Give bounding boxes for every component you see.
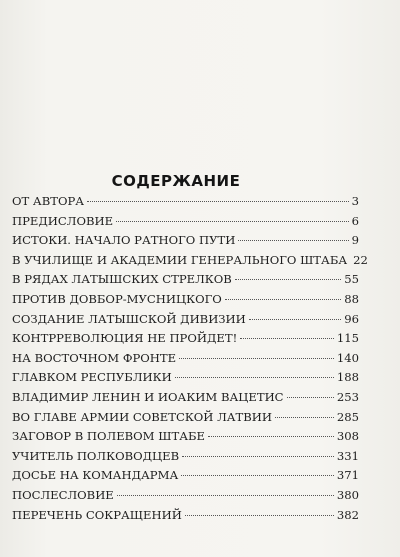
- dot-leader: [185, 515, 334, 516]
- toc-entry-label: СОЗДАНИЕ ЛАТЫШСКОЙ ДИВИЗИИ: [12, 311, 246, 326]
- toc-entry: [12, 349, 359, 369]
- toc-entry: [12, 388, 359, 408]
- toc-entry-label: ЗАГОВОР В ПОЛЕВОМ ШТАБЕ: [12, 429, 205, 444]
- table-of-contents: [12, 192, 368, 525]
- toc-entry-page: 115: [336, 331, 359, 346]
- toc-entry-page: 96: [344, 311, 359, 326]
- dot-leader: [87, 201, 349, 202]
- toc-entry-label: ВЛАДИМИР ЛЕНИН И ИОАКИМ ВАЦЕТИС: [12, 389, 284, 404]
- toc-entry: [12, 231, 359, 251]
- toc-entry-label: ПРОТИВ ДОВБОР-МУСНИЦКОГО: [12, 291, 222, 306]
- page-title: СОДЕРЖАНИЕ: [111, 172, 241, 190]
- toc-entry: [12, 290, 359, 310]
- dot-leader: [225, 299, 341, 300]
- toc-entry: [12, 329, 359, 349]
- toc-entry-label: ПЕРЕЧЕНЬ СОКРАЩЕНИЙ: [12, 507, 182, 522]
- toc-entry-label: В РЯДАХ ЛАТЫШСКИХ СТРЕЛКОВ: [12, 272, 232, 287]
- toc-entry-label: ПОСЛЕСЛОВИЕ: [12, 487, 114, 502]
- toc-entry-label: ДОСЬЕ НА КОМАНДАРМА: [12, 468, 179, 483]
- toc-entry-label: КОНТРРЕВОЛЮЦИЯ НЕ ПРОЙДЕТ!: [12, 331, 238, 346]
- toc-entry: [12, 251, 368, 271]
- toc-entry-page: 253: [336, 389, 359, 404]
- bleed-through-text: [240, 118, 390, 169]
- dot-leader: [238, 240, 348, 241]
- dot-leader: [235, 279, 341, 280]
- toc-entry-label: ИСТОКИ. НАЧАЛО РАТНОГО ПУТИ: [12, 233, 236, 248]
- toc-entry: [12, 368, 359, 388]
- toc-entry-page: 140: [336, 350, 359, 365]
- dot-leader: [249, 319, 341, 320]
- toc-entry-page: 331: [336, 448, 359, 463]
- dot-leader: [181, 475, 334, 476]
- toc-entry-page: 9: [351, 233, 359, 248]
- toc-entry-page: 22: [353, 252, 368, 267]
- toc-entry-label: УЧИТЕЛЬ ПОЛКОВОДЦЕВ: [12, 448, 180, 463]
- toc-entry: [12, 486, 359, 506]
- dot-leader: [275, 417, 334, 418]
- dot-leader: [116, 221, 349, 222]
- toc-entry: [12, 310, 359, 330]
- toc-entry: [12, 212, 359, 232]
- toc-entry-page: 6: [351, 213, 359, 228]
- toc-entry-page: 188: [336, 370, 359, 385]
- toc-entry-label: ГЛАВКОМ РЕСПУБЛИКИ: [12, 370, 172, 385]
- toc-entry-label: НА ВОСТОЧНОМ ФРОНТЕ: [12, 350, 177, 365]
- dot-leader: [287, 397, 334, 398]
- toc-entry-label: ПРЕДИСЛОВИЕ: [12, 213, 114, 228]
- dot-leader: [182, 456, 334, 457]
- toc-entry: [12, 447, 359, 467]
- toc-entry: [12, 408, 359, 428]
- toc-entry-page: 3: [351, 194, 359, 208]
- toc-entry-label: В УЧИЛИЩЕ И АКАДЕМИИ ГЕНЕРАЛЬНОГО ШТАБА: [12, 252, 348, 267]
- toc-entry-page: 55: [344, 272, 359, 287]
- toc-entry-page: 371: [336, 468, 359, 483]
- toc-entry-page: 308: [336, 429, 359, 444]
- toc-entry-page: 88: [344, 291, 359, 306]
- toc-entry-page: 285: [336, 409, 359, 424]
- dot-leader: [117, 495, 334, 496]
- dot-leader: [208, 436, 334, 437]
- dot-leader: [179, 358, 334, 359]
- toc-entry: [12, 427, 359, 447]
- toc-entry-label: ОТ АВТОРА: [12, 194, 85, 208]
- toc-entry: [12, 506, 359, 526]
- toc-entry: [12, 466, 359, 486]
- dot-leader: [175, 377, 334, 378]
- dot-leader: [240, 338, 334, 339]
- toc-entry: [12, 270, 359, 290]
- toc-entry-label: ВО ГЛАВЕ АРМИИ СОВЕТСКОЙ ЛАТВИИ: [12, 409, 273, 424]
- toc-entry: [12, 192, 359, 212]
- toc-entry-page: 382: [336, 507, 359, 522]
- toc-entry-page: 380: [336, 487, 359, 502]
